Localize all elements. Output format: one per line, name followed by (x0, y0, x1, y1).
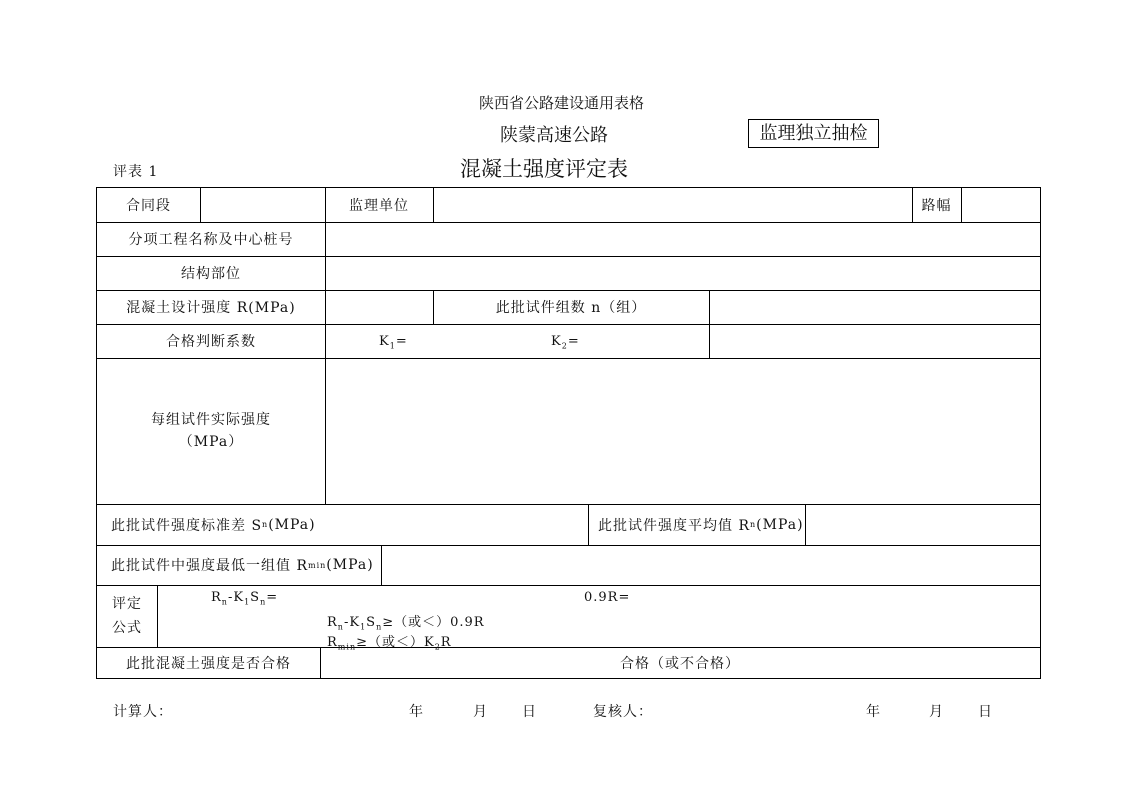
actual-strength-field[interactable] (325, 358, 1040, 504)
k1-label: $K_1=$ (379, 334, 408, 351)
road-width-label: 路幅 (921, 198, 952, 214)
province-title: 陕西省公路建设通用表格 (478, 94, 644, 112)
formula-label-line1: 评定 (112, 596, 142, 612)
row-divider (97, 585, 1040, 586)
contract-section-label: 合同段 (126, 198, 171, 214)
design-strength-label: 混凝土设计强度 R(MPa) (126, 300, 296, 316)
std-dev-label: 此批试件强度标准差 S n (MPa) (111, 516, 316, 534)
actual-strength-label (97, 358, 325, 504)
actual-strength-line2: （MPa） (178, 434, 244, 450)
evaluation-table (96, 187, 1041, 679)
project-name: 陕蒙高速公路 (500, 125, 608, 146)
col-divider (157, 585, 158, 647)
road-width-field[interactable] (961, 188, 1040, 222)
form-number: 评表 1 (113, 164, 159, 180)
calc-month: 月 (473, 704, 488, 720)
review-year: 年 (866, 704, 881, 720)
formula-09r: 0.9R= (584, 590, 631, 605)
avg-strength-label: 此批试件强度平均值 R n (MPa) (598, 516, 804, 534)
formula-line-2: $R_n-K_1S_n\ge$（或＜）0.9R (327, 615, 485, 632)
qualification-coef-label: 合格判断系数 (166, 334, 256, 350)
k2-label: $K_2=$ (551, 334, 580, 351)
min-strength-field[interactable] (381, 545, 1040, 585)
contract-section-field[interactable] (200, 188, 325, 222)
design-strength-field[interactable] (325, 290, 433, 324)
review-month: 月 (929, 704, 944, 720)
subproject-name-field[interactable] (325, 222, 1040, 256)
actual-strength-line1: 每组试件实际强度 (151, 412, 271, 428)
structure-part-label: 结构部位 (181, 266, 241, 282)
calculator-label: 计算人： (113, 704, 173, 720)
calc-year: 年 (409, 704, 424, 720)
supervision-unit-field[interactable] (433, 188, 912, 222)
batch-groups-field[interactable] (709, 290, 1040, 324)
qualified-value[interactable]: 合格（或不合格） (620, 656, 740, 672)
formula-line-1: $R_n-K_1S_n=$ (211, 590, 279, 607)
calc-day: 日 (522, 704, 537, 720)
reviewer-label: 复核人： (593, 704, 653, 720)
supervision-unit-label: 监理单位 (349, 198, 409, 214)
avg-strength-field[interactable] (805, 504, 1040, 545)
min-strength-label: 此批试件中强度最低一组值 R min (MPa) (111, 557, 374, 574)
structure-part-field[interactable] (325, 256, 1040, 290)
formula-label (97, 585, 157, 647)
supervision-stamp: 监理独立抽检 (748, 119, 879, 148)
formula-label-line2: 公式 (112, 620, 142, 636)
batch-groups-label: 此批试件组数 n（组） (495, 300, 647, 316)
main-title: 混凝土强度评定表 (460, 157, 628, 181)
qualification-coef-field[interactable] (709, 324, 1040, 358)
review-day: 日 (978, 704, 993, 720)
formula-line-3: $R_{min}\ge$（或$<)K_2R$ (327, 635, 452, 652)
std-dev-field[interactable] (325, 504, 588, 545)
is-qualified-label: 此批混凝土强度是否合格 (126, 656, 291, 672)
subproject-name-label: 分项工程名称及中心桩号 (128, 232, 294, 248)
